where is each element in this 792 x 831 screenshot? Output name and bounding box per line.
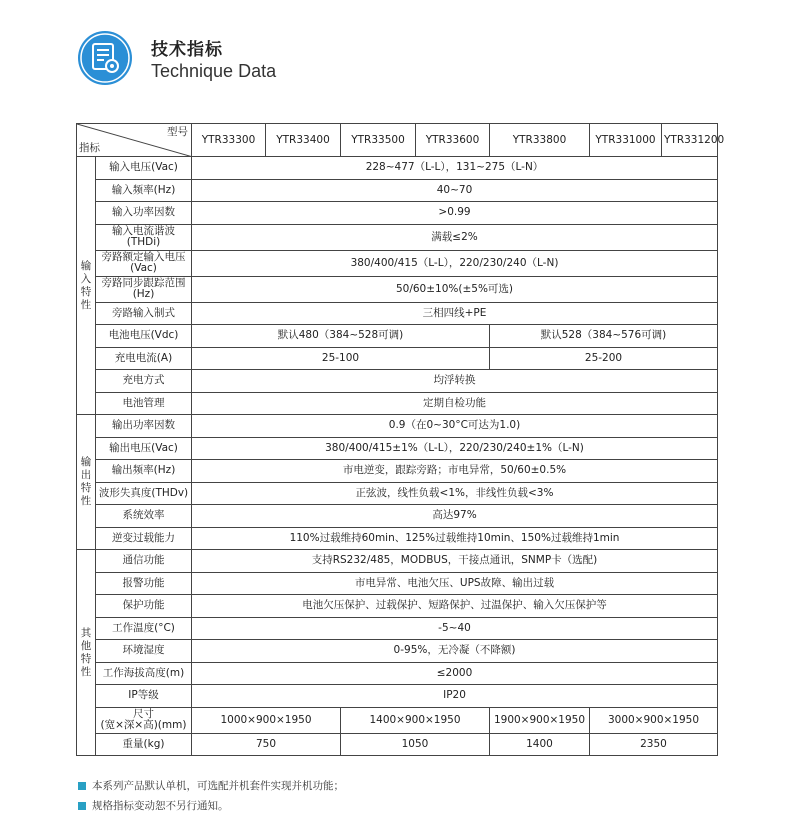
row-value: 50/60±10%(±5%可选)	[192, 276, 718, 302]
row-value: 市电逆变，跟踪旁路；市电异常，50/60±0.5%	[192, 460, 718, 483]
row-value: 默认528（384~576可调)	[490, 325, 718, 348]
table-row	[77, 224, 718, 250]
model-header: YTR33300	[192, 124, 266, 157]
row-label: 尺寸 (宽×深×高)(mm)	[96, 707, 192, 733]
row-value: 750	[192, 733, 341, 756]
table-row	[77, 347, 718, 370]
model-header: YTR331000	[590, 124, 662, 157]
row-value: 电池欠压保护、过载保护、短路保护、过温保护、输入欠压保护等	[192, 595, 718, 618]
table-row	[77, 572, 718, 595]
model-header: YTR33500	[341, 124, 416, 157]
group-output-label: 输 出 特 性	[77, 415, 96, 550]
row-value: 1900×900×1950	[490, 707, 590, 733]
row-label: 充电方式	[96, 370, 192, 393]
bullet-square-icon	[78, 782, 86, 790]
row-value: 市电异常、电池欠压、UPS故障、输出过载	[192, 572, 718, 595]
table-row	[77, 437, 718, 460]
table-row	[77, 685, 718, 708]
row-label: 输入电流谐波 (THDi)	[96, 224, 192, 250]
table-header-row	[77, 124, 718, 157]
group-other-label: 其 他 特 性	[77, 550, 96, 756]
row-value: 1400	[490, 733, 590, 756]
row-label: 工作海拔高度(m)	[96, 662, 192, 685]
row-label: 旁路额定输入电压 (Vac)	[96, 250, 192, 276]
row-value: 0.9（在0~30°C可达为1.0)	[192, 415, 718, 438]
row-label: 工作温度(°C)	[96, 617, 192, 640]
table-row	[77, 733, 718, 756]
row-value: 支持RS232/485，MODBUS，干接点通讯，SNMP卡（选配)	[192, 550, 718, 573]
table-row	[77, 250, 718, 276]
note-text: 本系列产品默认单机，可选配并机套件实现并机功能；	[92, 780, 344, 792]
model-header: YTR33600	[416, 124, 490, 157]
row-value: 正弦波，线性负载<1%，非线性负载<3%	[192, 482, 718, 505]
row-value: ≤2000	[192, 662, 718, 685]
row-value: 1400×900×1950	[341, 707, 490, 733]
row-label: 电池电压(Vdc)	[96, 325, 192, 348]
spec-table	[76, 123, 725, 756]
row-label: 波形失真度(THDv)	[96, 482, 192, 505]
note-text: 规格指标变动恕不另行通知。	[92, 800, 229, 812]
model-header: YTR33400	[266, 124, 341, 157]
table-row	[77, 157, 718, 180]
page-title: 技术指标	[151, 40, 223, 60]
table-row	[77, 370, 718, 393]
row-value: 1000×900×1950	[192, 707, 341, 733]
table-row	[77, 325, 718, 348]
row-value: 40~70	[192, 179, 718, 202]
table-row	[77, 276, 718, 302]
row-label: 通信功能	[96, 550, 192, 573]
model-header: YTR331200	[662, 124, 718, 157]
table-row	[77, 179, 718, 202]
page-subtitle: Technique Data	[151, 61, 277, 81]
table-row	[77, 505, 718, 528]
table-row	[77, 550, 718, 573]
row-label: 输出功率因数	[96, 415, 192, 438]
row-value: 380/400/415（L-L），220/230/240（L-N)	[192, 250, 718, 276]
row-label: 旁路输入制式	[96, 302, 192, 325]
row-value: 228~477（L-L），131~275（L-N）	[192, 157, 718, 180]
row-value: 2350	[590, 733, 718, 756]
row-label: 系统效率	[96, 505, 192, 528]
table-row	[77, 527, 718, 550]
row-value: 1050	[341, 733, 490, 756]
table-row	[77, 640, 718, 663]
row-label: IP等级	[96, 685, 192, 708]
spec-document-gear-icon	[78, 31, 132, 85]
row-label: 报警功能	[96, 572, 192, 595]
table-row	[77, 202, 718, 225]
row-label: 输出频率(Hz)	[96, 460, 192, 483]
row-value: 三相四线+PE	[192, 302, 718, 325]
row-value: 25-200	[490, 347, 718, 370]
row-value: -5~40	[192, 617, 718, 640]
table-row	[77, 707, 718, 733]
model-header: YTR33800	[490, 124, 590, 157]
row-value: 均浮转换	[192, 370, 718, 393]
table-row	[77, 415, 718, 438]
corner-model-label: 型号	[167, 126, 188, 138]
row-label: 环境湿度	[96, 640, 192, 663]
table-row	[77, 460, 718, 483]
row-label: 输入电压(Vac)	[96, 157, 192, 180]
group-input-label: 输 入 特 性	[77, 157, 96, 415]
row-value: 默认480（384~528可调)	[192, 325, 490, 348]
row-label: 充电电流(A)	[96, 347, 192, 370]
row-value: >0.99	[192, 202, 718, 225]
row-label: 重量(kg)	[96, 733, 192, 756]
table-row	[77, 662, 718, 685]
row-value: 110%过载维持60min、125%过载维持10min、150%过载维持1min	[192, 527, 718, 550]
row-label: 旁路同步跟踪范围 (Hz)	[96, 276, 192, 302]
row-label: 逆变过载能力	[96, 527, 192, 550]
row-label: 输入频率(Hz)	[96, 179, 192, 202]
table-row	[77, 302, 718, 325]
row-label: 电池管理	[96, 392, 192, 415]
note-item	[78, 778, 344, 793]
row-value: 0-95%，无冷凝（不降额)	[192, 640, 718, 663]
table-row	[77, 595, 718, 618]
table-row	[77, 392, 718, 415]
row-value: 定期自检功能	[192, 392, 718, 415]
row-value: 满载≤2%	[192, 224, 718, 250]
table-row	[77, 482, 718, 505]
row-label: 输入功率因数	[96, 202, 192, 225]
note-item	[78, 798, 229, 813]
bullet-square-icon	[78, 802, 86, 810]
corner-index-label: 指标	[79, 142, 100, 154]
row-value: 高达97%	[192, 505, 718, 528]
row-label: 输出电压(Vac)	[96, 437, 192, 460]
table-row	[77, 617, 718, 640]
row-value: 380/400/415±1%（L-L），220/230/240±1%（L-N)	[192, 437, 718, 460]
corner-cell	[77, 124, 192, 157]
row-value: 3000×900×1950	[590, 707, 718, 733]
row-value: IP20	[192, 685, 718, 708]
row-value: 25-100	[192, 347, 490, 370]
row-label: 保护功能	[96, 595, 192, 618]
